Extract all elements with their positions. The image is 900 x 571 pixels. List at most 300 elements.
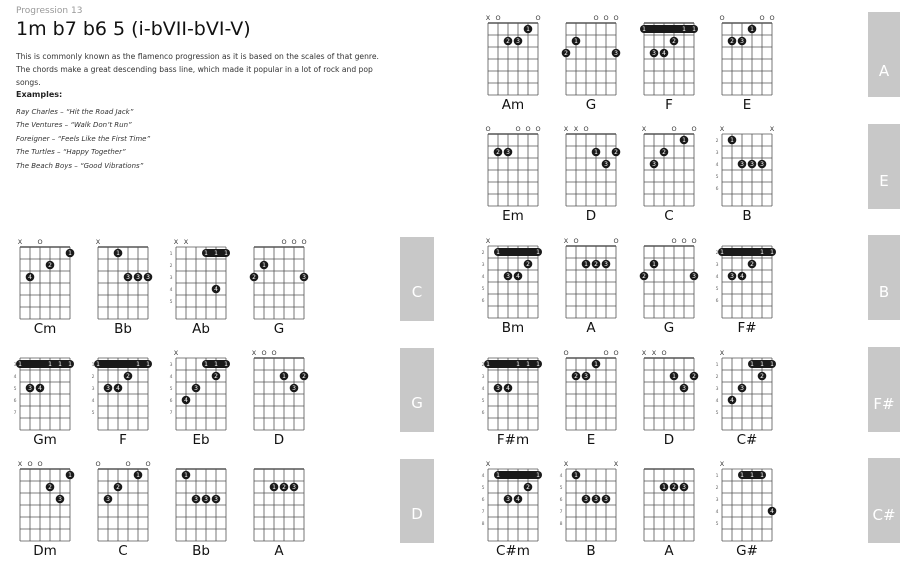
open-string-marker: O [515,125,521,133]
open-string-marker: O [573,237,579,245]
fretboard-grid [14,236,78,320]
fret-number: 3 [715,387,719,392]
chord-diagram [482,235,552,339]
finger-number: 1 [750,26,754,34]
chord-name: G [663,320,675,336]
chord-name: D [273,432,285,448]
fret-number: 1 [715,363,719,368]
finger-number: 3 [584,373,588,381]
fret-number: 2 [715,251,719,256]
finger-number: 4 [28,274,32,282]
fret-number: 3 [715,498,719,503]
open-string-marker: O [691,237,697,245]
open-string-marker: O [661,349,667,357]
fret-number: 2 [715,375,719,380]
muted-string-marker: X [563,125,569,133]
finger-number: 3 [652,161,656,169]
muted-string-marker: X [641,349,647,357]
finger-number: 2 [302,373,306,381]
chord-diagram [560,347,630,451]
finger-number: 1 [662,484,666,492]
open-string-marker: O [603,14,609,22]
chord-name: B [586,543,596,559]
chord-name: Gm [33,432,57,448]
open-string-marker: O [525,125,531,133]
finger-number: 2 [594,261,598,269]
fret-number: 3 [715,263,719,268]
chord-diagram [560,235,630,339]
example-item: Foreigner – “Feels Like the First Time” [16,134,151,143]
finger-number: 2 [692,373,696,381]
fret-number: 5 [559,486,563,491]
finger-number: 3 [604,161,608,169]
barre-bar [91,360,152,368]
finger-number: 3 [302,274,306,282]
finger-number: 1 [770,249,774,257]
finger-number: 1 [720,249,724,257]
fretboard-grid [14,458,78,542]
muted-string-marker: X [251,349,257,357]
finger-number: 4 [506,385,510,393]
fret-number: 7 [169,411,173,416]
finger-number: 1 [486,361,490,369]
chord-diagram [638,235,708,339]
fretboard-grid [170,347,234,431]
finger-number: 1 [652,261,656,269]
chord-diagram [716,458,786,562]
finger-number: 4 [516,273,520,281]
fret-number: 6 [481,411,485,416]
finger-number: 1 [574,472,578,480]
chord-name: C# [736,432,758,448]
finger-number: 2 [48,484,52,492]
finger-number: 2 [116,484,120,492]
fret-number: 4 [169,288,173,293]
chord-name: G [585,97,597,113]
chord-name: Dm [33,543,57,559]
finger-number: 1 [224,361,228,369]
finger-number: 3 [682,484,686,492]
chord-diagram [482,12,552,116]
finger-number: 1 [58,361,62,369]
finger-number: 3 [194,496,198,504]
open-string-marker: O [691,125,697,133]
chord-name: Bb [114,321,132,337]
fret-number: 6 [715,299,719,304]
fretboard-grid [92,458,156,542]
chord-name: E [586,432,596,448]
finger-number: 1 [214,361,218,369]
finger-number: 3 [126,274,130,282]
finger-number: 2 [496,149,500,157]
finger-number: 1 [574,38,578,46]
chord-name: G# [736,543,758,559]
chord-diagram [14,236,84,340]
finger-number: 1 [682,137,686,145]
chord-diagram [170,458,240,562]
open-string-marker: O [37,460,43,468]
fret-number: 3 [169,363,173,368]
finger-number: 4 [38,385,42,393]
chord-diagram [248,236,318,340]
open-string-marker: O [681,237,687,245]
finger-number: 1 [516,361,520,369]
key-tab-d[interactable] [400,459,434,543]
page-title: 1m b7 b6 5 (i-bVII-bVI-V) [16,18,251,40]
muted-string-marker: X [17,238,23,246]
open-string-marker: O [563,349,569,357]
finger-number: 3 [760,161,764,169]
finger-number: 1 [740,472,744,480]
finger-number: 1 [594,149,598,157]
finger-number: 1 [136,361,140,369]
fret-number: 4 [481,387,485,392]
key-tab-c[interactable] [400,237,434,321]
fretboard-grid [170,236,234,320]
finger-number: 2 [760,373,764,381]
finger-number: 1 [692,26,696,34]
muted-string-marker: X [485,237,491,245]
finger-number: 3 [106,496,110,504]
fret-number: 6 [559,498,563,503]
open-string-marker: O [583,125,589,133]
fret-number: 5 [13,387,17,392]
finger-number: 3 [496,385,500,393]
finger-number: 1 [272,484,276,492]
open-string-marker: O [485,125,491,133]
key-tab-label: F# [873,395,895,413]
finger-number: 2 [252,274,256,282]
finger-number: 3 [740,385,744,393]
muted-string-marker: X [651,349,657,357]
finger-number: 2 [506,38,510,46]
chord-name: A [586,320,596,336]
chord-diagram [716,347,786,451]
fretboard-grid [638,123,702,207]
chord-diagram [482,347,552,451]
muted-string-marker: X [485,14,491,22]
fretboard-grid [482,12,546,96]
progression-overline: Progression 13 [16,6,83,16]
fretboard-grid [14,347,78,431]
fretboard-grid [170,458,234,542]
chord-name: F [665,97,673,113]
finger-number: 2 [214,373,218,381]
fretboard-grid [92,236,156,320]
open-string-marker: O [125,460,131,468]
finger-number: 2 [574,373,578,381]
finger-number: 4 [516,496,520,504]
finger-number: 1 [282,373,286,381]
chord-name: C#m [496,543,530,559]
fret-number: 2 [715,486,719,491]
chord-name: Ab [192,321,210,337]
examples-heading: Examples: [16,90,63,99]
finger-number: 1 [760,472,764,480]
muted-string-marker: X [563,237,569,245]
finger-number: 2 [282,484,286,492]
fret-number: 8 [559,522,563,527]
finger-number: 2 [48,262,52,270]
muted-string-marker: X [613,460,619,468]
finger-number: 3 [682,385,686,393]
chord-diagram [638,123,708,227]
fret-number: 4 [559,474,563,479]
finger-number: 1 [184,472,188,480]
open-string-marker: O [301,238,307,246]
finger-number: 1 [496,249,500,257]
chord-name: A [274,543,284,559]
finger-number: 1 [536,472,540,480]
muted-string-marker: X [485,460,491,468]
key-tab-f-sharp[interactable] [868,347,900,432]
finger-number: 3 [146,274,150,282]
open-string-marker: O [261,349,267,357]
finger-number: 4 [184,397,188,405]
finger-number: 2 [642,273,646,281]
fret-number: 8 [481,522,485,527]
chord-diagram [638,458,708,562]
finger-number: 3 [614,50,618,58]
fretboard-grid [560,458,624,542]
fret-number: 4 [481,275,485,280]
finger-number: 1 [224,250,228,258]
fret-number: 2 [91,375,95,380]
open-string-marker: O [535,14,541,22]
finger-number: 2 [526,484,530,492]
finger-number: 1 [682,26,686,34]
finger-number: 1 [760,361,764,369]
example-item: Ray Charles – “Hit the Road Jack” [16,108,134,116]
finger-number: 3 [604,496,608,504]
fretboard-grid [92,347,156,431]
finger-number: 3 [204,496,208,504]
chord-diagram [716,123,786,227]
open-string-marker: O [613,14,619,22]
finger-number: 3 [292,484,296,492]
finger-number: 3 [584,496,588,504]
chord-diagram [638,12,708,116]
chord-name: C [664,208,674,224]
finger-number: 1 [116,250,120,258]
fretboard-grid [482,458,546,542]
finger-number: 1 [48,361,52,369]
examples-list [16,106,150,173]
finger-number: 3 [516,38,520,46]
key-tab-g[interactable] [400,348,434,432]
finger-number: 1 [136,472,140,480]
key-tab-label: C# [872,506,896,524]
finger-number: 2 [662,149,666,157]
finger-number: 1 [760,249,764,257]
finger-number: 1 [770,361,774,369]
finger-number: 3 [740,161,744,169]
fretboard-grid [638,235,702,319]
fret-number: 3 [169,276,173,281]
finger-number: 2 [672,484,676,492]
fret-number: 2 [481,363,485,368]
finger-number: 3 [692,273,696,281]
key-tab-c-sharp[interactable] [868,458,900,543]
fret-number: 5 [715,411,719,416]
chord-name: Eb [192,432,210,448]
finger-number: 4 [740,273,744,281]
open-string-marker: O [671,125,677,133]
fret-number: 3 [91,387,95,392]
finger-number: 3 [506,273,510,281]
chord-name: E [742,97,752,113]
open-string-marker: O [27,460,33,468]
fret-number: 5 [715,522,719,527]
finger-number: 2 [126,373,130,381]
fret-number: 2 [169,264,173,269]
finger-number: 1 [526,361,530,369]
open-string-marker: O [145,460,151,468]
finger-number: 4 [770,508,774,516]
fret-number: 3 [13,363,17,368]
fretboard-grid [248,458,312,542]
chord-name: Cm [33,321,57,337]
open-string-marker: O [613,237,619,245]
finger-number: 3 [506,149,510,157]
open-string-marker: O [535,125,541,133]
muted-string-marker: X [719,125,725,133]
finger-number: 4 [662,50,666,58]
open-string-marker: O [769,14,775,22]
finger-number: 1 [96,361,100,369]
muted-string-marker: X [719,460,725,468]
barre-bar [715,248,776,256]
intro-paragraph: This is commonly known as the flamenco progression as it is based on the scales of that genre. The chords make a great descending bass line, which made it popular in a lot of rock and pop songs. [16,52,379,87]
fretboard-grid [638,458,702,542]
finger-number: 1 [68,250,72,258]
finger-number: 2 [750,261,754,269]
finger-number: 1 [730,137,734,145]
finger-number: 3 [604,261,608,269]
fret-number: 5 [481,287,485,292]
open-string-marker: O [95,460,101,468]
fret-number: 6 [715,187,719,192]
fretboard-grid [482,123,546,207]
barre-bar [494,248,542,256]
chord-name: Am [501,97,525,113]
finger-number: 4 [116,385,120,393]
fretboard-grid [716,123,780,207]
chord-diagram [560,12,630,116]
chord-name: C [118,543,128,559]
finger-number: 3 [730,273,734,281]
chord-name: B [742,208,752,224]
key-tab-label: G [411,394,423,412]
finger-number: 3 [750,161,754,169]
key-tab-a[interactable] [868,12,900,97]
chord-diagram [92,347,162,451]
example-item: The Beach Boys – “Good Vibrations” [16,161,144,170]
open-string-marker: O [759,14,765,22]
finger-number: 1 [496,472,500,480]
fretboard-grid [482,347,546,431]
finger-number: 1 [18,361,22,369]
finger-number: 1 [536,249,540,257]
barre-bar [640,25,698,33]
fretboard-grid [716,347,780,431]
chord-name: Em [502,208,524,224]
finger-number: 3 [292,385,296,393]
fretboard-grid [482,235,546,319]
chord-diagram [560,458,630,562]
finger-number: 3 [506,496,510,504]
chord-diagram [92,236,162,340]
fret-number: 2 [481,251,485,256]
fret-number: 1 [715,474,719,479]
fret-number: 4 [169,375,173,380]
key-tab-label: B [878,283,890,301]
fret-number: 4 [481,474,485,479]
muted-string-marker: X [183,238,189,246]
finger-number: 2 [730,38,734,46]
finger-number: 3 [652,50,656,58]
fretboard-grid [716,458,780,542]
open-string-marker: O [671,237,677,245]
finger-number: 2 [672,38,676,46]
example-item: The Turtles – “Happy Together” [16,148,126,157]
fretboard-grid [716,12,780,96]
chord-diagram [482,458,552,562]
chord-diagram [248,347,318,451]
finger-number: 1 [146,361,150,369]
fret-number: 4 [715,510,719,515]
fretboard-grid [560,123,624,207]
finger-number: 2 [564,50,568,58]
open-string-marker: O [37,238,43,246]
finger-number: 3 [740,38,744,46]
barre-bar [494,471,542,479]
chord-diagram [14,458,84,562]
fret-number: 7 [559,510,563,515]
fret-number: 5 [91,411,95,416]
finger-number: 1 [204,250,208,258]
chord-name: Bm [501,320,525,336]
fretboard-grid [716,235,780,319]
barre-bar [481,360,542,368]
open-string-marker: O [603,349,609,357]
muted-string-marker: X [95,238,101,246]
key-tab-b[interactable] [868,235,900,320]
fret-number: 3 [481,263,485,268]
fretboard-grid [560,12,624,96]
chord-diagram [170,347,240,451]
chord-name: G [273,321,285,337]
fretboard-grid [560,347,624,431]
fret-number: 6 [169,399,173,404]
fretboard-grid [248,236,312,320]
fretboard-grid [638,12,702,96]
barre-bar [13,360,74,368]
chord-diagram [92,458,162,562]
open-string-marker: O [719,14,725,22]
fret-number: 4 [715,275,719,280]
example-item: The Ventures – “Walk Don’t Run” [16,121,132,130]
fret-number: 3 [481,375,485,380]
fret-number: 4 [715,163,719,168]
finger-number: 1 [672,373,676,381]
fret-number: 6 [481,299,485,304]
key-tab-e[interactable] [868,124,900,209]
fret-number: 5 [481,486,485,491]
key-tab-label: D [411,505,423,523]
open-string-marker: O [495,14,501,22]
fret-number: 4 [715,399,719,404]
